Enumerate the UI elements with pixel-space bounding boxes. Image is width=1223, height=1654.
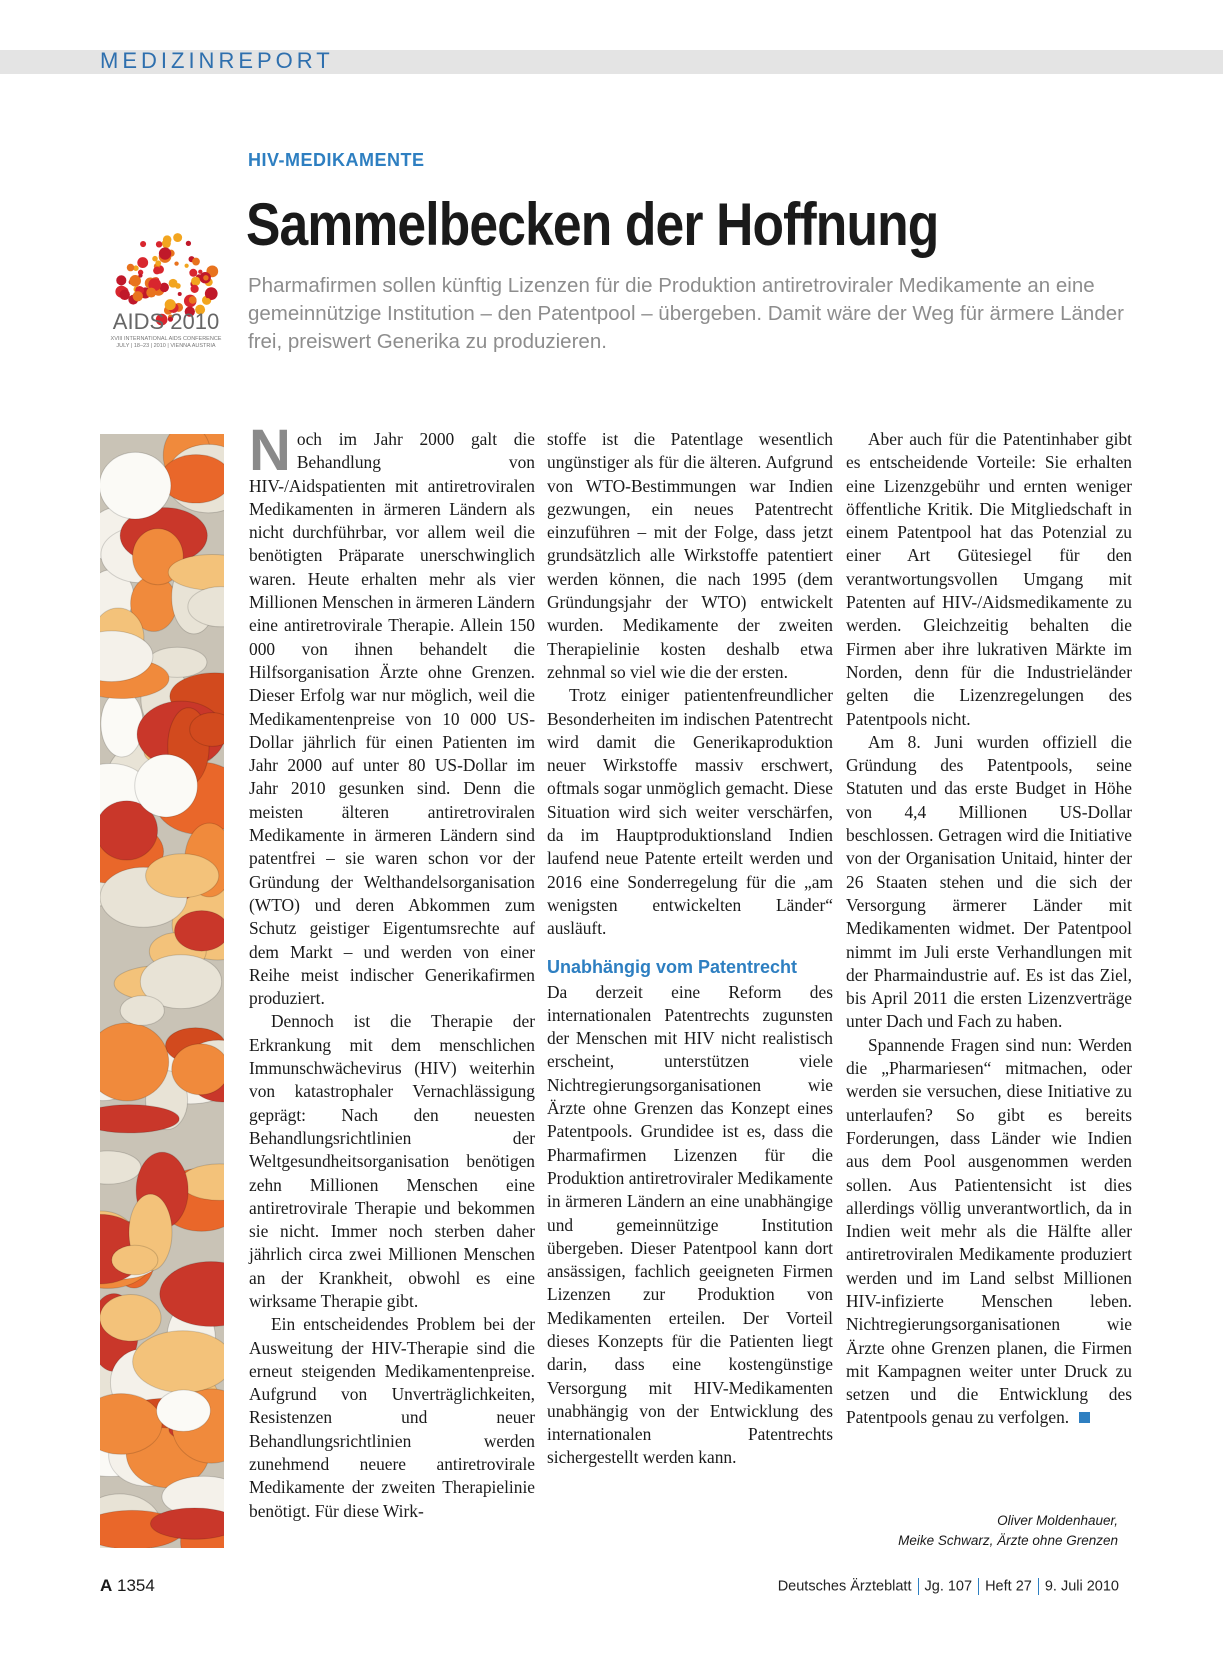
logo-dot [185, 264, 189, 268]
logo-dot [119, 290, 129, 300]
pill-shape [172, 1044, 224, 1095]
journal-name: Deutsches Ärzteblatt [777, 1578, 912, 1595]
article-column-2 [547, 428, 833, 1470]
article-kicker: HIV-MEDIKAMENTE [248, 150, 425, 170]
logo-subtitle-line-1: XVIII INTERNATIONAL AIDS CONFERENCE [110, 336, 222, 342]
logo-dot [173, 233, 182, 242]
footer-separator [918, 1578, 919, 1595]
logo-dot [175, 283, 181, 289]
logo-dot [156, 241, 162, 247]
paragraph-6: Aber auch für die Patentinhaber gibt es entscheidende Vorteile: Sie erhalten eine Lizenzgebühr und ernten weniger öffentliche Kritik. Die Mitgliedschaft in einem Patentpool hat das Potenzial zu einer Art Gütesiegel für den verantwortungsvollen Umgang mit Patenten auf HIV-/Aidsmedikamente zu werden. Gleichzeitig behalten die Firmen aber ihre lukrativen Märkte im Norden, denn für die Industrieländer gelten die Lizenzregelungen des Patentpools nicht. [846, 429, 1132, 729]
pill-shape [135, 755, 198, 818]
logo-dot [204, 298, 210, 304]
paragraph-3-continued: stoffe ist die Patentlage wesentlich ungünstiger als für die älteren. Aufgrund von WTO-Bestimmungen war Indien gezwungen, ein neues Patentrecht einzuführen – mit der Folge, dass jetzt grundsätzlich alle Wirkstoffe patentiert werden können, die nach 1995 (dem Gründungsjahr der WTO) entwickelt wurden. Medikamente der zweiten Therapielinie kosten deshalb etwa zehnmal so viel wie die der ersten. [547, 429, 833, 682]
page-number-value: 1354 [117, 1576, 155, 1595]
page-number [100, 1576, 155, 1596]
paragraph-1-text: och im Jahr 2000 galt die Behandlung von HIV-/Aidspatienten mit antiretroviralen Medikamenten in ärmeren Ländern als nicht durchführbar, vor allem weil die benötigten Präparate unerschwinglich waren. Heute erhalten mehr als vier Millionen Menschen in ärmeren Ländern eine antiretrovirale Therapie. Allein 150 000 von ihnen behandelt die Hilfsorganisation Ärzte ohne Grenzen. Dieser Erfolg war nur möglich, weil die Medikamentenpreise von 10 000 US-Dollar jährlich für einen Patienten im Jahr 2000 auf unter 80 US-Dollar im Jahr 2010 gesunken sind. Denn die meisten älteren antiretroviralen Medikamente in ärmeren Ländern sind patentfrei – sie waren schon vor der Gründung der Welthandelsorganisation (WTO) und deren Abkommen zum Schutz geistiger Eigentumsrechte auf dem Markt – und werden von einer Reihe meist indischer Generikafirmen produziert. [249, 429, 535, 1009]
logo-dot [191, 285, 199, 293]
paragraph-2: Dennoch ist die Therapie der Erkrankung mit dem menschlichen Immunschwächevirus (HIV) weiterhin von katastrophaler Vernachlässigung geprägt: Nach den neuesten Behandlungsrichtlinien der Weltgesundheitsorganisation benötigen zehn Millionen Menschen eine antiretrovirale Therapie und bekommen sie nicht. Immer noch sterben daher jährlich circa zwei Millionen Menschen an der Krankheit, obwohl es eine wirksame Therapie gibt. [249, 1011, 535, 1311]
journal-footer [778, 1578, 1119, 1595]
logo-dot [191, 277, 200, 286]
pill-shape [112, 1245, 158, 1275]
paragraph-8 [846, 1034, 1132, 1430]
logo-dot [186, 241, 191, 246]
logo-dot [203, 275, 208, 280]
logo-title: AIDS 2010 [112, 309, 220, 334]
page-prefix: A [100, 1576, 113, 1595]
logo-dot [140, 241, 146, 247]
article-title: Sammelbecken der Hoffnung [246, 191, 939, 258]
logo-dot [127, 264, 135, 272]
pills-photo [100, 434, 224, 1548]
logo-dot [137, 257, 148, 268]
logo-dot [189, 269, 197, 277]
dropcap: N [249, 418, 291, 483]
author-2: Meike Schwarz, Ärzte ohne Grenzen [898, 1533, 1118, 1548]
end-mark-square [1079, 1412, 1090, 1423]
logo-dot [153, 267, 161, 275]
logo-dot [198, 270, 202, 274]
article-lead: Pharmafirmen sollen künftig Lizenzen für die Produktion antiretroviraler Medikamente an eine gemeinnützige Institution – den Patentpool – übergeben. Damit wäre der Weg für ärmere Länder frei, preiswert Generika zu produzieren. [248, 274, 1124, 353]
journal-volume: Jg. 107 [924, 1578, 973, 1595]
pill-shape [101, 691, 143, 757]
logo-dot [116, 275, 126, 285]
pill-shape [100, 452, 171, 519]
article-authors [898, 1511, 1118, 1551]
pill-shape [133, 1331, 224, 1393]
logo-dot [155, 260, 161, 266]
paragraph-3-start: Ein entscheidendes Problem bei der Ausweitung der HIV-Therapie sind die erneut steigenden Medikamentenpreise. Aufgrund von Unverträglichkeiten, Resistenzen und neuer Behandlungsrichtlinien werden zunehmend neuere antiretrovirale Medikamente der zweiten Therapielinie benötigt. Für diese Wirk- [249, 1314, 535, 1521]
pill-shape [157, 1390, 211, 1432]
journal-date: 9. Juli 2010 [1044, 1578, 1119, 1595]
logo-dot [133, 291, 143, 301]
journal-issue: Heft 27 [985, 1578, 1032, 1595]
logo-dot [146, 288, 156, 298]
logo-dot [178, 292, 182, 296]
logo-dot [159, 247, 171, 259]
paragraph-7: Am 8. Juni wurden offiziell die Gründung des Patentpools, seine Statuten und das erste Budget in Höhe von 4,4 Millionen US-Dollar beschlossen. Getragen wird die Initiative von der Organisation Unitaid, hinter der 26 Staaten stehen und die sich der Versorgung ärmerer Länder mit Medikamenten widmet. Der Patentpool nimmt im Juli erste Verhandlungen mit der Pharmaindustrie auf. Es ist das Ziel, bis April 2011 die ersten Lizenzverträge unter Dach und Fach zu haben. [846, 731, 1132, 1032]
logo-dot [152, 256, 158, 262]
pill-shape [146, 854, 219, 898]
pill-shape [175, 911, 224, 951]
logo-dot [192, 258, 200, 266]
logo-dot [138, 273, 142, 277]
logo-dot [189, 296, 197, 304]
logo-subtitle [102, 336, 230, 350]
article-column-3 [846, 428, 1132, 1430]
pill-shape [120, 996, 164, 1026]
paragraph-4: Trotz einiger patientenfreundlicher Besonderheiten im indischen Patentrecht wird damit die Generikaproduktion neuer Wirkstoffe massiv erschwert, oftmals sogar unmöglich gemacht. Diese Situation wird sich weiter verschärfen, da im Hauptproduktionsland Indien laufend neue Patente erteilt werden und 2016 eine Sonderregelung für die „am wenigsten entwickelten Länder“ ausläuft. [547, 685, 833, 939]
footer-separator [1038, 1578, 1039, 1595]
section-label: MEDIZINREPORT [100, 48, 334, 73]
pill-shape [100, 1295, 161, 1342]
author-1: Oliver Moldenhauer, [997, 1513, 1118, 1528]
paragraph-8-text: Spannende Fragen sind nun: Werden die „Pharmariesen“ mitmachen, oder werden sie versuchen, diese Initiative zu unterlaufen? So gibt es bereits Forderungen, dass Länder wie Indien aus dem Pool ausgenommen werden sollen. Aus Patientensicht ist dies allerdings völlig unverantwortlich, da in Indien weit mehr als die Hälfte aller antiretroviralen Medikamente produziert werden und im Land selbst Millionen HIV-infizierte Menschen leben. Nichtregierungsorganisationen wie Ärzte ohne Grenzen planen, die Firmen mit Kampagnen weiter unter Druck zu setzen und die Entwicklung des Patentpools genau zu verfolgen. [846, 1034, 1132, 1428]
logo-dot [163, 235, 172, 244]
footer-separator [978, 1578, 979, 1595]
paragraph-5: Da derzeit eine Reform des internationalen Patentrechts zugunsten der Menschen mit HIV nicht realistisch erscheint, unterstützen viele Nichtregierungsorganisationen wie Ärzte ohne Grenzen das Konzept eines Patentpools. Grundidee ist es, dass die Pharmafirmen Lizenzen für die Produktion antiretroviraler Medikamente in ärmeren Ländern an eine unabhängige und gemeinnützige Institution übergeben. Dieser Patentpool kann dort ansässigen, fachlich geeigneten Firmen Lizenzen zur Produktion von Medikamenten erteilen. Der Vorteil dieses Konzepts für die Patienten liegt darin, dass eine kostengünstige Versorgung mit HIV-Medikamenten unabhängig von der Entwicklung des internationalen Patentrechts sichergestellt werden kann. [547, 981, 833, 1468]
subheading: Unabhängig vom Patentrecht [547, 956, 798, 977]
paragraph-1 [249, 418, 535, 1010]
logo-subtitle-line-2: JULY | 18–23 | 2010 | VIENNA AUSTRIA [116, 343, 216, 349]
logo-dot [174, 261, 178, 265]
article-column-1 [249, 418, 535, 1523]
